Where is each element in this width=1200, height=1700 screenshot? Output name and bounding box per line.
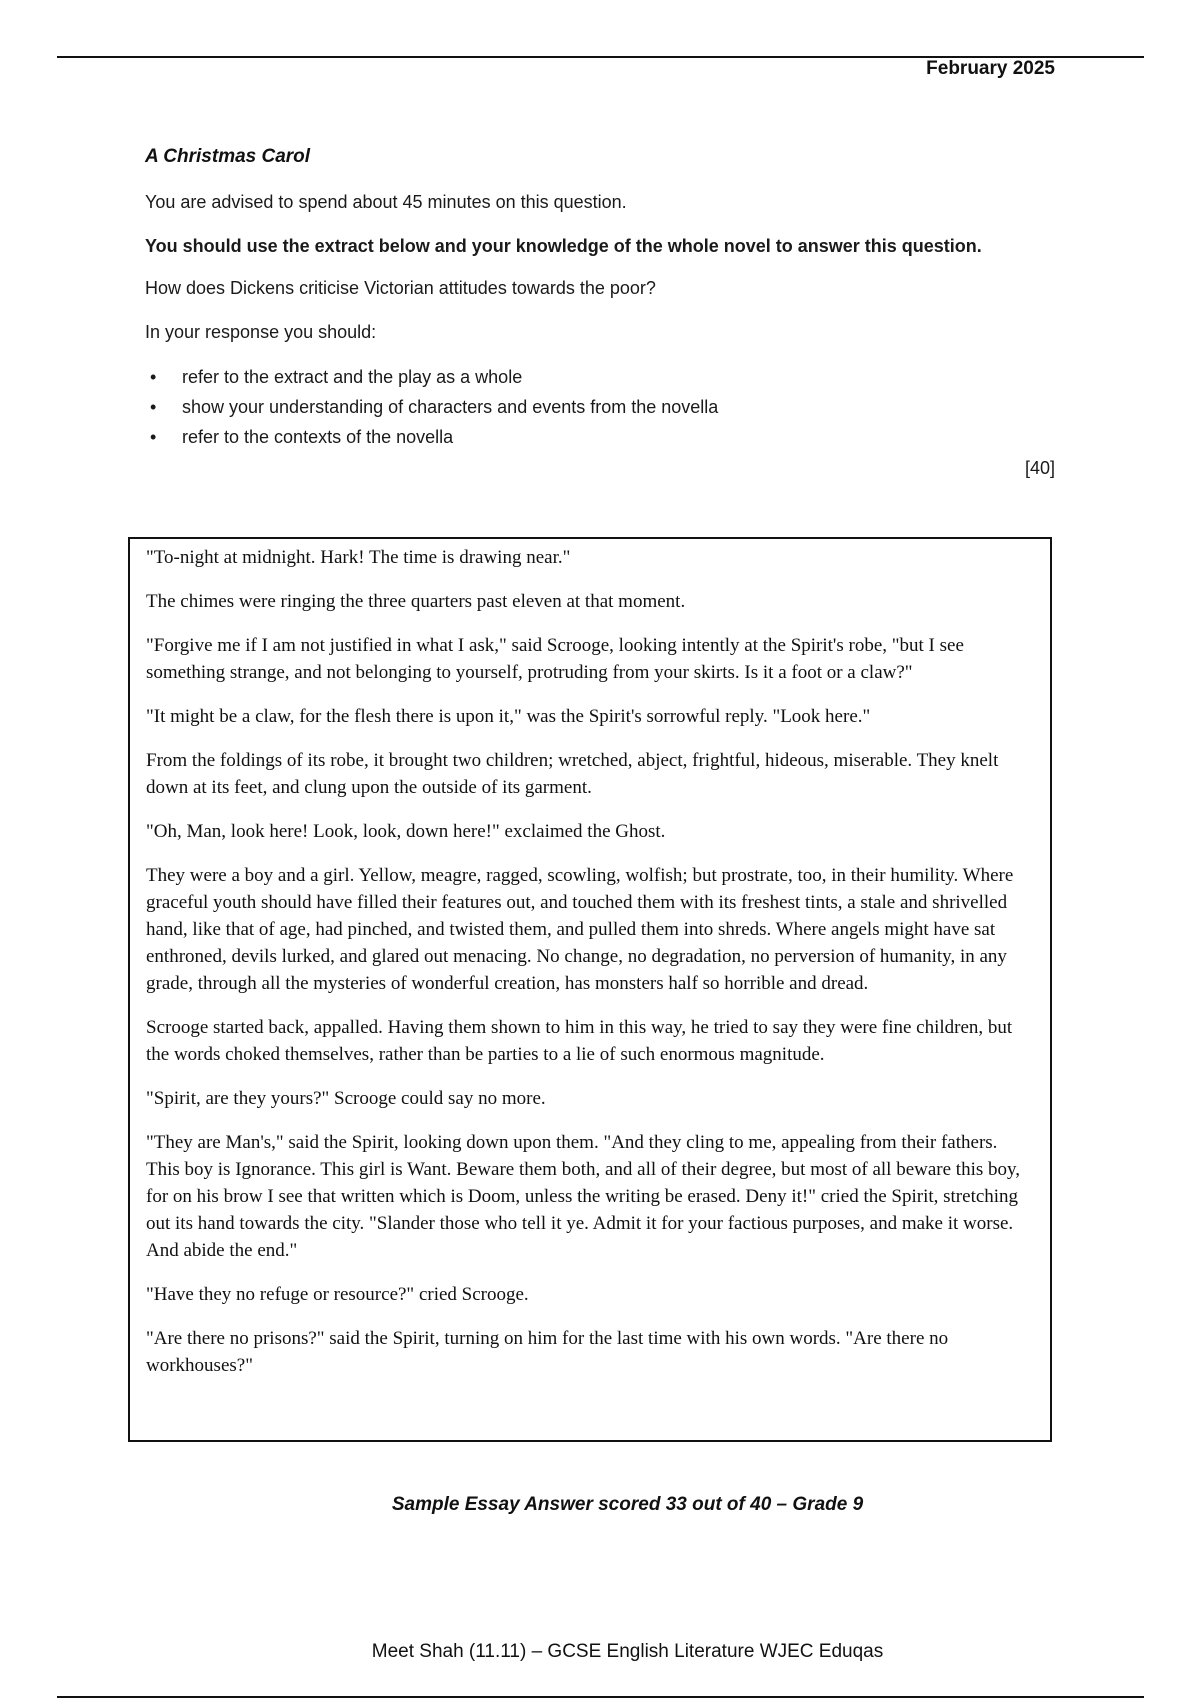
question-prompt: How does Dickens criticise Victorian attitudes towards the poor? (145, 278, 656, 298)
extract-paragraph: "It might be a claw, for the flesh there is upon it," was the Spirit's sorrowful reply. "Look here." (146, 706, 871, 727)
extract-paragraph: They were a boy and a girl. Yellow, meagre, ragged, scowling, wolfish; but prostrate, too, in their humility. Where graceful youth should have filled their features out, and touched them with its freshest tints, a stale and shrivelled hand, like that of age, had pinched, and twisted them, and pulled them into shreds. Where angels might have sat enthroned, devils lurked, and glared out menacing. No change, no degradation, no perversion of humanity, in any grade, through all the mysteries of wonderful creation, has monsters half so horrible and dread. (146, 865, 1014, 994)
extract-paragraph: "To-night at midnight. Hark! The time is drawing near." (146, 547, 571, 568)
extract-paragraph: "Are there no prisons?" said the Spirit, turning on him for the last time with his own words. "Are there no workhouses?" (146, 1328, 949, 1376)
question-section (145, 146, 1055, 479)
marks-total: [40] (1024, 458, 1055, 478)
extract-paragraph: "Oh, Man, look here! Look, look, down here!" exclaimed the Ghost. (146, 821, 666, 842)
extract-paragraph: Scrooge started back, appalled. Having them shown to him in this way, he tried to say they were fine children, but the words choked themselves, rather than be parties to a lie of such enormous magnitude. (146, 1017, 1013, 1065)
bullet-item: • show your understanding of characters and events from the novella (145, 392, 1055, 422)
extract-paragraph: "They are Man's," said the Spirit, looking down upon them. "And they cling to me, appealing from their fathers. This boy is Ignorance. This girl is Want. Beware them both, and all of their degree, but most of all beware this boy, for on his brow I see that written which is Doom, unless the writing be erased. Deny it!" cried the Spirit, stretching out its hand towards the city. "Slander those who tell it ye. Admit it for your factious purposes, and make it worse. And abide the end." (146, 1132, 1021, 1261)
extract-paragraph: "Spirit, are they yours?" Scrooge could say no more. (146, 1088, 546, 1109)
bullet-item: • refer to the extract and the play as a whole (145, 362, 1055, 392)
bottom-rule (57, 1696, 1144, 1698)
sample-essay-heading: Sample Essay Answer scored 33 out of 40 – Grade 9 (391, 1494, 864, 1515)
time-advice: You are advised to spend about 45 minutes on this question. (145, 192, 627, 212)
extract-paragraph: "Have they no refuge or resource?" cried Scrooge. (146, 1284, 529, 1305)
bullet-item: • refer to the contexts of the novella (145, 422, 1055, 452)
response-intro: In your response you should: (145, 322, 377, 342)
extract-paragraph: From the foldings of its robe, it brought two children; wretched, abject, frightful, hideous, miserable. They knelt down at its feet, and clung upon the outside of its garment. (146, 750, 999, 798)
response-bullets (145, 362, 1055, 452)
extract-paragraph: "Forgive me if I am not justified in what I ask," said Scrooge, looking intently at the Spirit's robe, "but I see something strange, and not belonging to yourself, protruding from your skirts. Is it a foot or a claw?" (146, 635, 964, 683)
extract-instruction: You should use the extract below and your knowledge of the whole novel to answer this question. (145, 236, 982, 256)
extract-box (128, 537, 1052, 1442)
text-title: A Christmas Carol (145, 146, 311, 167)
header-date: February 2025 (926, 58, 1055, 79)
page-footer: Meet Shah (11.11) – GCSE English Literature WJEC Eduqas (371, 1641, 884, 1662)
extract-paragraph: The chimes were ringing the three quarters past eleven at that moment. (146, 591, 686, 612)
